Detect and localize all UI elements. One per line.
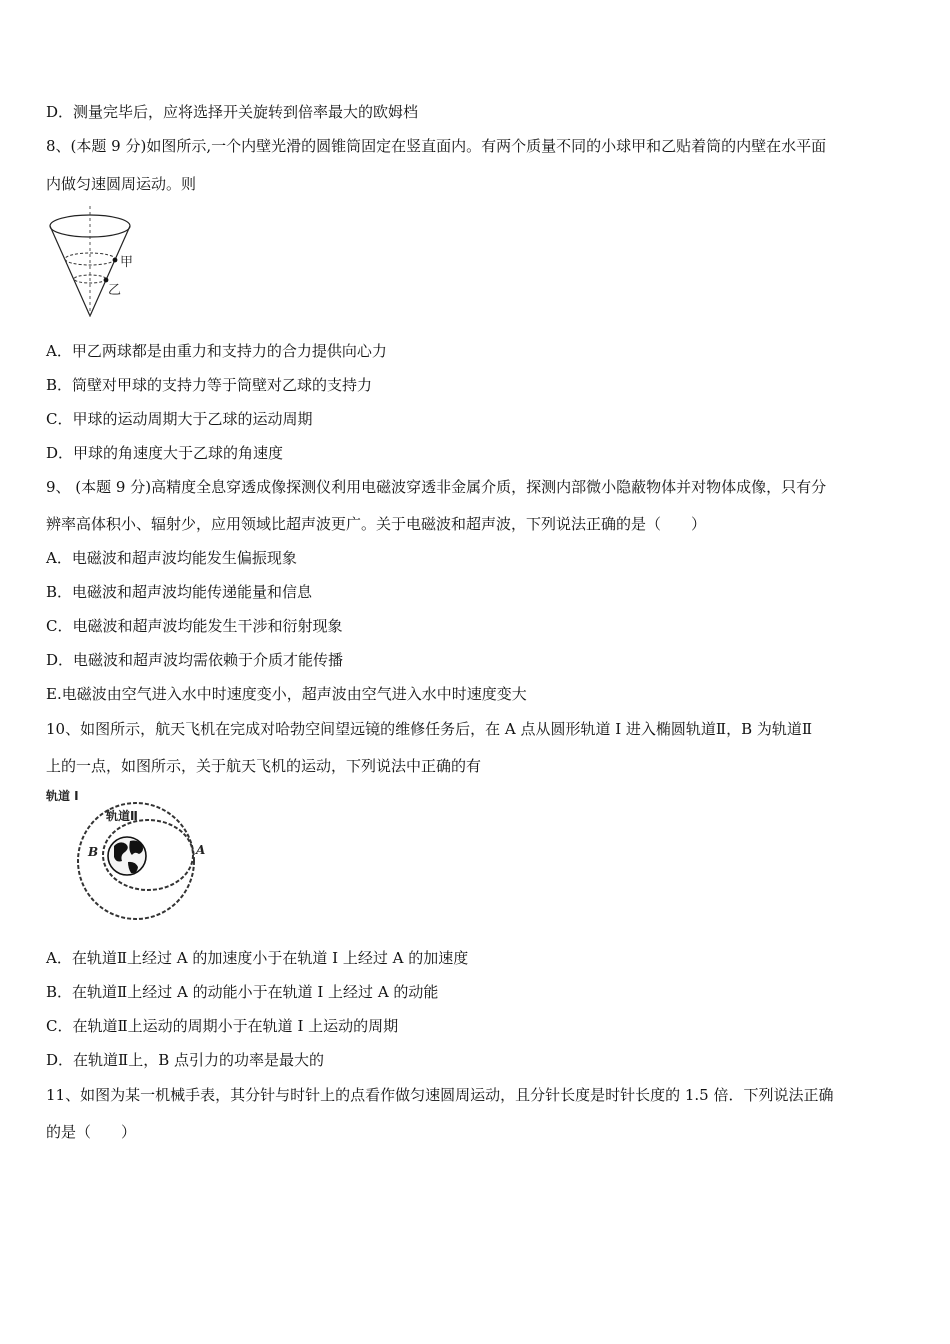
q8-stem-line1: 8、(本题 9 分)如图所示,一个内壁光滑的圆锥筒固定在竖直面内。有两个质量不同的小球甲和乙贴着筒的内壁在水平面 — [46, 137, 827, 155]
q9-stem-line2: 辨率高体积小、辐射少，应用领域比超声波更广。关于电磁波和超声波，下列说法正确的是（ ） — [46, 515, 707, 533]
q9-stem-line1: 9、 (本题 9 分)高精度全息穿透成像探测仪利用电磁波穿透非金属介质，探测内部微小隐蔽物体并对物体成像，只有分 — [46, 478, 827, 496]
q10-orbit-figure — [44, 786, 216, 924]
ball-jia-label: 甲 — [120, 255, 134, 270]
ball-yi-label: 乙 — [108, 283, 122, 298]
q9-option-c: C．电磁波和超声波均能发生干涉和衍射现象 — [46, 617, 343, 635]
q7-option-d: D．测量完毕后，应将选择开关旋转到倍率最大的欧姆档 — [46, 103, 419, 121]
ball-jia-marker — [113, 258, 118, 263]
q9-option-d: D．电磁波和超声波均需依赖于介质才能传播 — [46, 651, 344, 669]
q10-option-a: A．在轨道Ⅱ上经过 A 的加速度小于在轨道 I 上经过 A 的加速度 — [46, 949, 469, 967]
point-b-label: B — [88, 845, 99, 859]
earth-icon — [108, 837, 146, 875]
ball-yi-marker — [104, 278, 109, 283]
q11-stem-line2: 的是（ ） — [46, 1123, 137, 1141]
orbit-2-label: 轨道Ⅱ — [106, 809, 138, 823]
q10-stem-line2: 上的一点，如图所示，关于航天飞机的运动，下列说法中正确的有 — [46, 757, 482, 775]
q10-option-d: D．在轨道Ⅱ上，B 点引力的功率是最大的 — [46, 1051, 325, 1069]
q9-option-e: E.电磁波由空气进入水中时速度变小，超声波由空气进入水中时速度变大 — [46, 685, 527, 703]
q9-option-b: B．电磁波和超声波均能传递能量和信息 — [46, 583, 313, 601]
q8-option-d: D．甲球的角速度大于乙球的角速度 — [46, 444, 284, 462]
q9-option-a: A．电磁波和超声波均能发生偏振现象 — [46, 549, 297, 567]
q8-option-c: C．甲球的运动周期大于乙球的运动周期 — [46, 410, 313, 428]
q8-cone-figure — [44, 204, 144, 320]
q10-option-b: B．在轨道Ⅱ上经过 A 的动能小于在轨道 I 上经过 A 的动能 — [46, 983, 439, 1001]
orbit-1-label: 轨道 I — [46, 789, 79, 803]
point-a-label: A — [196, 843, 206, 857]
q8-option-b: B．筒壁对甲球的支持力等于筒壁对乙球的支持力 — [46, 376, 373, 394]
q10-option-c: C．在轨道Ⅱ上运动的周期小于在轨道 I 上运动的周期 — [46, 1017, 399, 1035]
q8-stem-line2: 内做匀速圆周运动。则 — [46, 175, 197, 193]
q11-stem-line1: 11、如图为某一机械手表，其分针与时针上的点看作做匀速圆周运动，且分针长度是时针长度的 1.5 倍．下列说法正确 — [46, 1086, 834, 1104]
q10-stem-line1: 10、如图所示，航天飞机在完成对哈勃空间望远镜的维修任务后，在 A 点从圆形轨道 I 进入椭圆轨道Ⅱ，B 为轨道Ⅱ — [46, 720, 813, 738]
q8-option-a: A．甲乙两球都是由重力和支持力的合力提供向心力 — [46, 342, 387, 360]
